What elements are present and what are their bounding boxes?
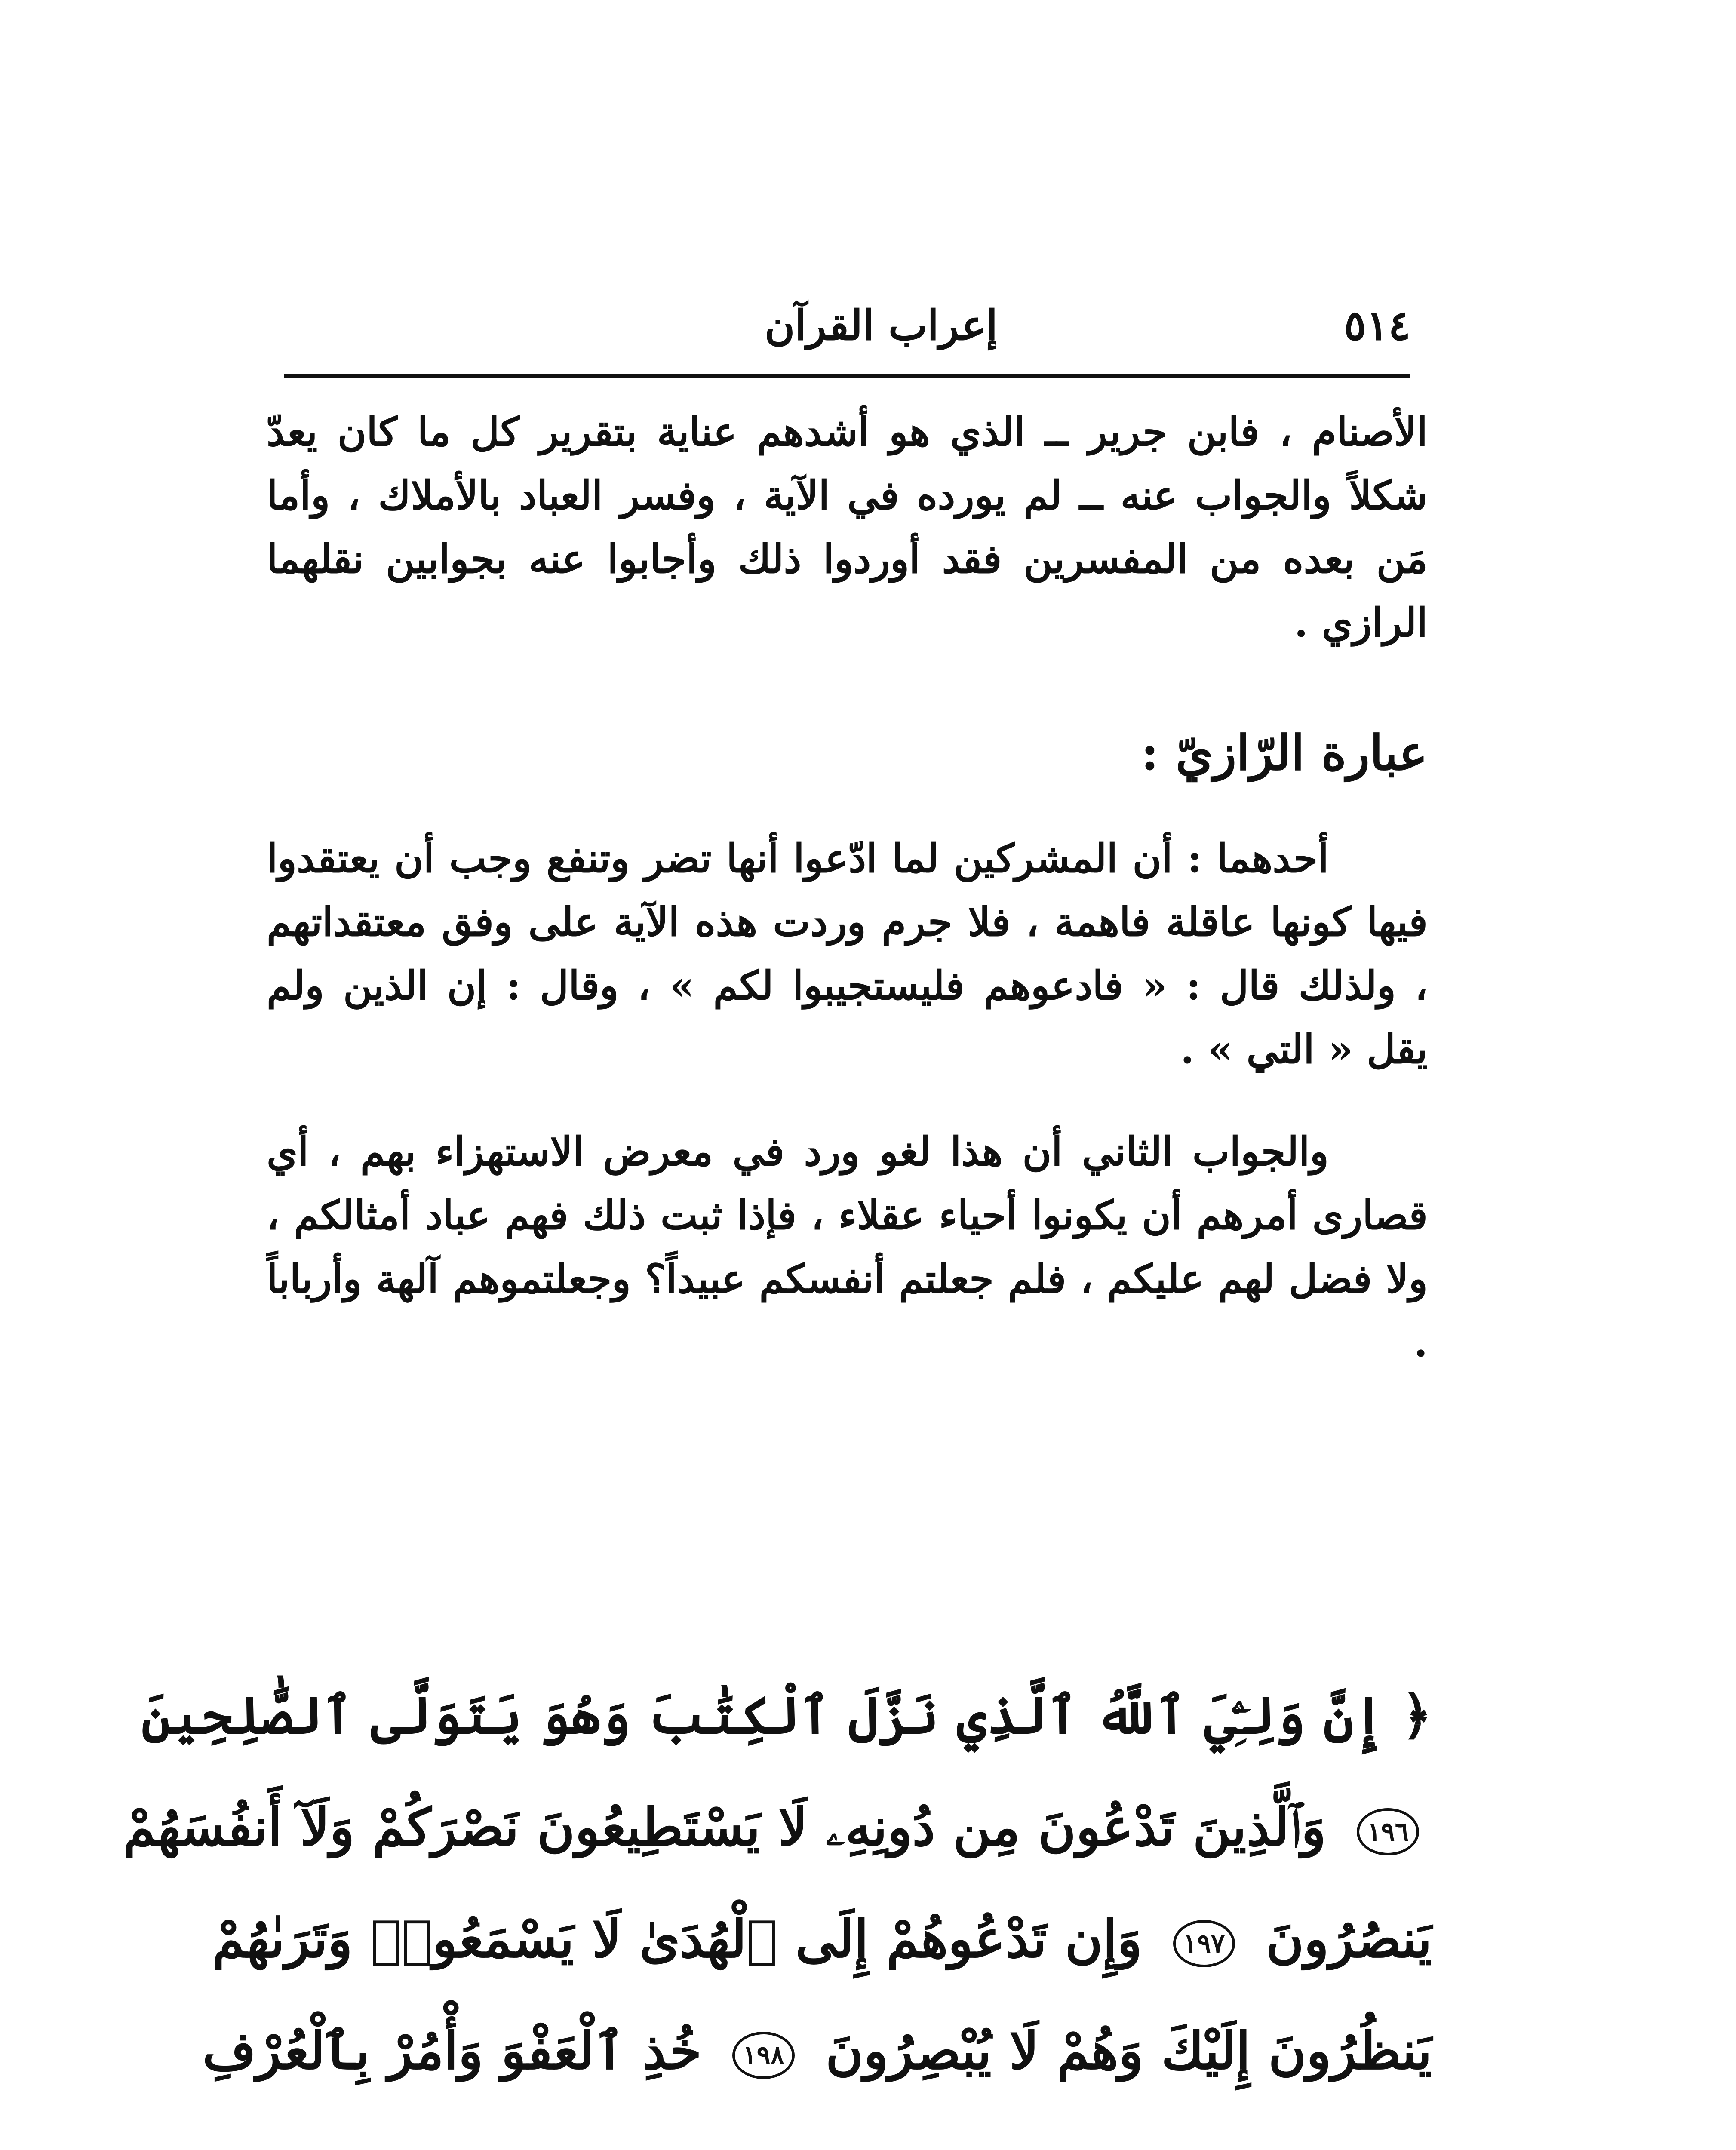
- section-heading: عبارة الرّازيّ :: [1141, 725, 1428, 781]
- quran-line-3: [212, 1883, 1432, 1995]
- verse-number-197: ١٩٧: [1173, 1920, 1235, 1967]
- verse-number-198: ١٩٨: [732, 2032, 795, 2079]
- verse-text: وَإِن تَدْعُوهُمْ إِلَى ٱلْهُدَىٰ لَا يَسْمَعُوا۟ وَتَرَىٰهُمْ: [212, 1909, 1142, 1969]
- quran-verses: [123, 1660, 1432, 2107]
- verse-text: وَٱلَّذِينَ تَدْعُونَ مِن دُونِهِۦ لَا يَسْتَطِيعُونَ نَصْرَكُمْ وَلَآ أَنفُسَهُمْ: [123, 1797, 1326, 1858]
- quran-line-2: [123, 1772, 1432, 1883]
- commentary-text: [267, 400, 1428, 1374]
- paragraph-gap: [267, 1081, 1428, 1120]
- running-title: إعراب القرآن: [764, 301, 998, 350]
- verse-number-196: ١٩٦: [1357, 1808, 1419, 1855]
- intro-paragraph: الأصنام ، فابن جرير ــ الذي هو أشدهم عناية بتقرير كل ما كان يعدّ شكلاً والجواب عنه ــ لم يورده في الآية ، وفسر العباد بالأملاك ، وأما مَن بعده من المفسرين فقد أوردوا ذلك وأجابوا عنه بجوابين نقلهما الرازي .: [267, 408, 1428, 646]
- answer-two-paragraph: والجواب الثاني أن هذا لغو ورد في معرض الاستهزاء بهم ، أي قصارى أمرهم أن يكونوا أحياء عقلاء ، فإذا ثبت ذلك فهم عباد أمثالكم ، ولا فضل لهم عليكم ، فلم جعلتم أنفسكم عبيداً؟ وجعلتموهم آلهة وأرباباً .: [267, 1128, 1428, 1366]
- header-divider: [284, 374, 1410, 378]
- page-header: [284, 297, 1410, 361]
- quran-line-1: [141, 1660, 1432, 1772]
- answer-one-paragraph: أحدهما : أن المشركين لما ادّعوا أنها تضر وتنفع وجب أن يعتقدوا فيها كونها عاقلة فاهمة ، فلا جرم وردت هذه الآية على وفق معتقداتهم ، ولذلك قال : « فادعوهم فليستجيبوا لكم » ، وقال : إن الذين ولم يقل « التي » .: [267, 835, 1428, 1072]
- verse-text: يَنظُرُونَ إِلَيْكَ وَهُمْ لَا يُبْصِرُونَ: [825, 2021, 1432, 2081]
- quran-line-4: [203, 1995, 1432, 2107]
- page-number: ٥١٤: [1344, 301, 1410, 350]
- verse-text: خُذِ ٱلْعَفْوَ وَأْمُرْ بِٱلْعُرْفِ: [203, 2021, 702, 2081]
- verse-text: ﴿ إِنَّ وَلِـِّۧيَ ٱللَّهُ ٱلَّذِي نَزَّلَ ٱلْكِتَٰبَ وَهُوَ يَتَوَلَّى ٱلصَّٰلِحِينَ: [141, 1685, 1432, 1746]
- verse-text: يَنصُرُونَ: [1266, 1909, 1432, 1969]
